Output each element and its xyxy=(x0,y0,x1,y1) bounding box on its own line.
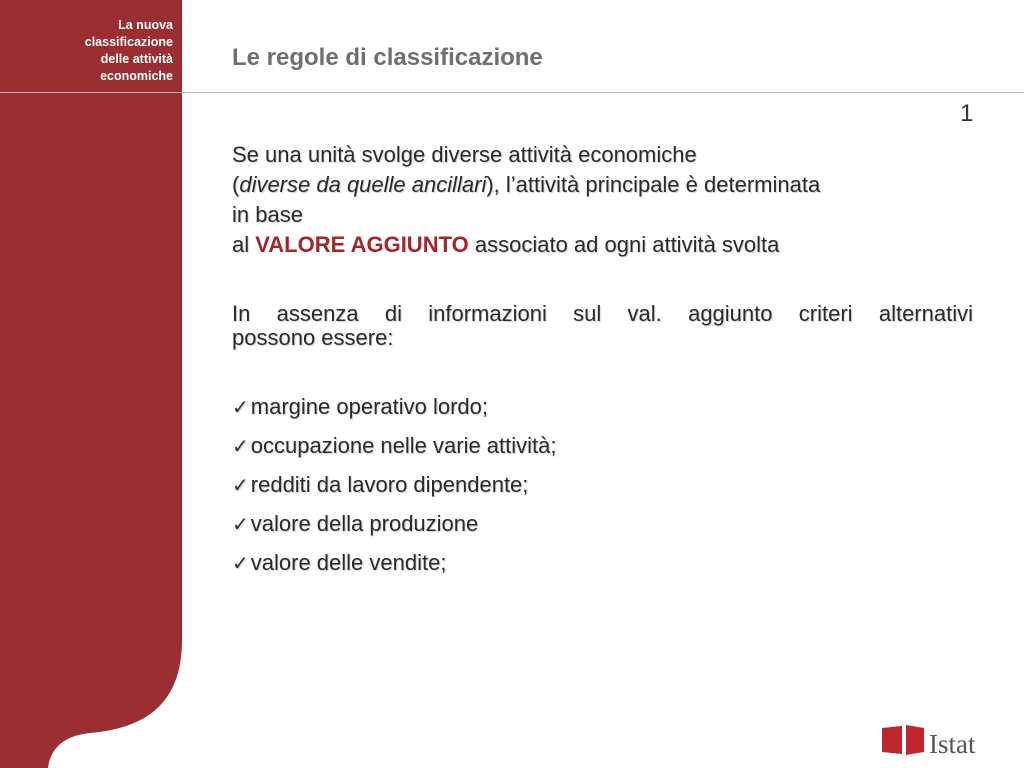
intro-line-4-prefix: al xyxy=(232,232,250,257)
list-item xyxy=(232,388,973,427)
list-item-label: valore della produzione xyxy=(250,511,479,536)
list-item-label: occupazione nelle varie attività; xyxy=(250,433,557,458)
sidebar-caption-line: La nuova xyxy=(118,18,173,32)
sidebar-caption-line: economiche xyxy=(100,69,173,83)
istat-logo xyxy=(880,722,980,756)
logo-wordmark: Istat xyxy=(929,729,976,756)
slide-number: 1 xyxy=(960,100,974,127)
intro-paragraph xyxy=(232,140,973,260)
intro-line-4-suffix: associato ad ogni attività svolta xyxy=(474,232,780,257)
intro-line-2-rest: ), l’attività principale è determinata xyxy=(486,172,821,197)
list-item-label: redditi da lavoro dipendente; xyxy=(250,472,529,497)
sidebar-caption xyxy=(0,17,173,85)
intro-line-3: in base xyxy=(232,202,303,227)
intro-line-4 xyxy=(232,230,973,260)
sidebar-panel xyxy=(0,0,185,768)
checkmark-icon: ✓ xyxy=(232,475,249,497)
slide-body xyxy=(232,140,973,605)
alternative-criteria-paragraph xyxy=(232,302,973,350)
sidebar-caption-line: delle attività xyxy=(100,52,173,66)
checkmark-icon: ✓ xyxy=(232,514,249,536)
sidebar-caption-line: classificazione xyxy=(84,35,173,49)
page-title: Le regole di classificazione xyxy=(232,44,543,71)
list-item-label: margine operativo lordo; xyxy=(250,394,489,419)
paren-open: ( xyxy=(232,172,240,197)
intro-line-2 xyxy=(232,170,973,200)
criteria-list xyxy=(232,388,973,583)
list-item xyxy=(232,427,973,466)
checkmark-icon: ✓ xyxy=(232,397,249,419)
ancillary-note: diverse da quelle ancillari xyxy=(239,172,487,197)
alt-line-2: possono essere: xyxy=(232,325,394,350)
list-item xyxy=(232,466,973,505)
intro-line-1: Se una unità svolge diverse attività economiche xyxy=(232,142,697,167)
alt-line-1: In assenza di informazioni sul val. aggiunto criteri alternativi xyxy=(232,301,973,326)
list-item xyxy=(232,505,973,544)
checkmark-icon: ✓ xyxy=(232,436,249,458)
list-item xyxy=(232,544,973,583)
value-added-highlight: VALORE AGGIUNTO xyxy=(255,232,469,257)
checkmark-icon: ✓ xyxy=(232,553,249,575)
header-divider xyxy=(0,92,1024,93)
list-item-label: valore delle vendite; xyxy=(250,550,447,575)
